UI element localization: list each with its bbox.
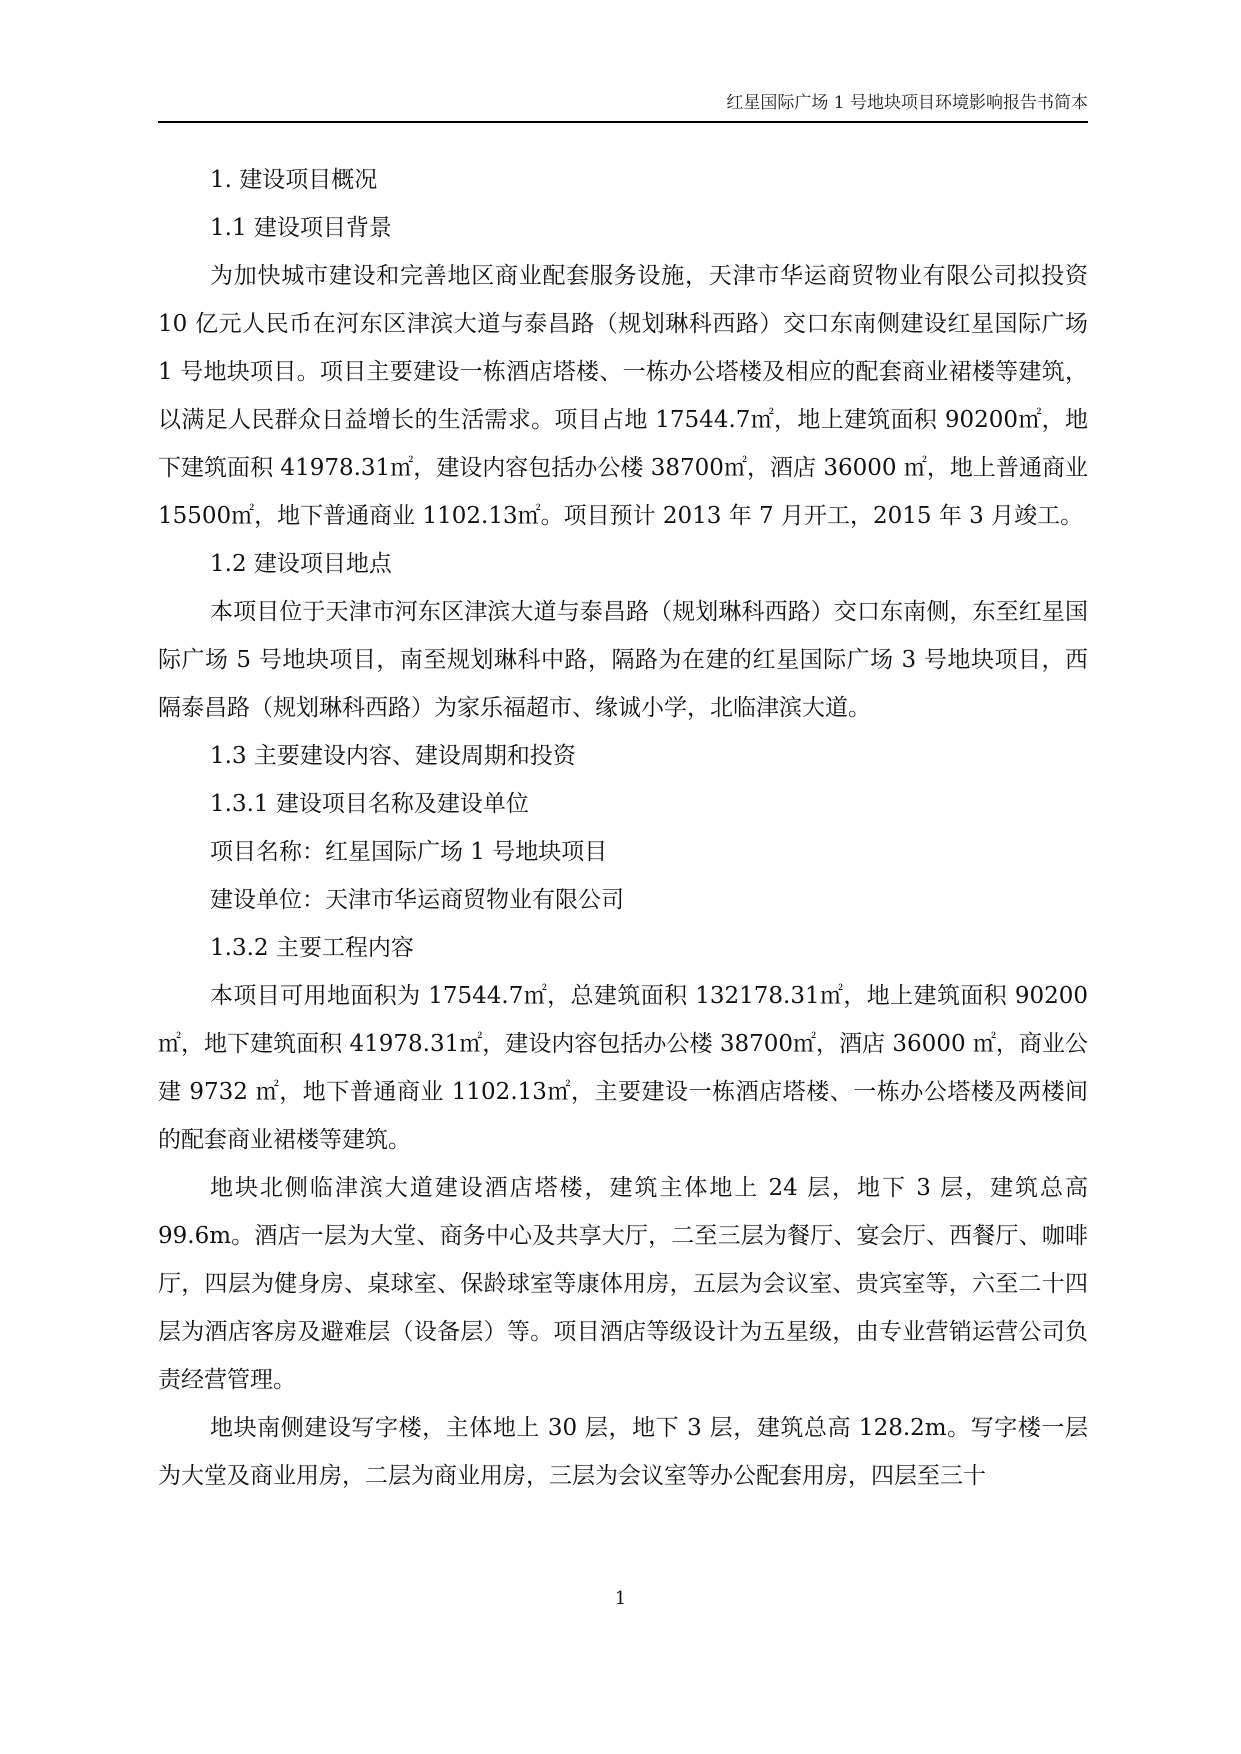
subsection-heading: 1.1 建设项目背景 xyxy=(210,215,392,241)
header-title: 红星国际广场 1 号地块项目环境影响报告书简本 xyxy=(726,93,1088,113)
document-body xyxy=(158,156,1088,1500)
construction-unit-line: 建设单位：天津市华运商贸物业有限公司 xyxy=(210,887,624,913)
project-name-line: 项目名称：红星国际广场 1 号地块项目 xyxy=(210,839,608,865)
subsection-heading: 1.3 主要建设内容、建设周期和投资 xyxy=(210,743,576,769)
paragraph: 本项目位于天津市河东区津滨大道与泰昌路（规划琳科西路）交口东南侧，东至红星国际广场 5 号地块项目，南至规划琳科中路，隔路为在建的红星国际广场 3 号地块项目，西隔泰昌路（规划琳科西路）为家乐福超市、缘诚小学，北临津滨大道。 xyxy=(158,599,1088,721)
paragraph: 为加快城市建设和完善地区商业配套服务设施，天津市华运商贸物业有限公司拟投资 10 亿元人民币在河东区津滨大道与泰昌路（规划琳科西路）交口东南侧建设红星国际广场 1 号地块项目。项目主要建设一栋酒店塔楼、一栋办公塔楼及相应的配套商业裙楼等建筑，以满足人民群众日益增长的生活需求。项目占地 17544.7㎡，地上建筑面积 90200㎡，地下建筑面积 41978.31㎡，建设内容包括办公楼 38700㎡，酒店 36000 ㎡，地上普通商业 15500㎡，地下普通商业 1102.13㎡。项目预计 2013 年 7 月开工，2015 年 3 月竣工。 xyxy=(158,263,1088,529)
subsection-heading: 1.2 建设项目地点 xyxy=(210,551,392,577)
paragraph: 地块南侧建设写字楼，主体地上 30 层，地下 3 层，建筑总高 128.2m。写字楼一层为大堂及商业用房，二层为商业用房，三层为会议室等办公配套用房，四层至三十 xyxy=(158,1415,1088,1489)
page-number: 1 xyxy=(614,1588,627,1609)
paragraph: 地块北侧临津滨大道建设酒店塔楼，建筑主体地上 24 层，地下 3 层，建筑总高 99.6m。酒店一层为大堂、商务中心及共享大厅，二至三层为餐厅、宴会厅、西餐厅、咖啡厅，四层为健身房、桌球室、保龄球室等康体用房，五层为会议室、贵宾室等，六至二十四层为酒店客房及避难层（设备层）等。项目酒店等级设计为五星级，由专业营销运营公司负责经营管理。 xyxy=(158,1175,1088,1393)
section-heading: 1. 建设项目概况 xyxy=(210,167,378,193)
subsection-heading: 1.3.2 主要工程内容 xyxy=(210,935,414,961)
page-header xyxy=(158,88,1088,123)
subsection-heading: 1.3.1 建设项目名称及建设单位 xyxy=(210,791,529,817)
paragraph: 本项目可用地面积为 17544.7㎡，总建筑面积 132178.31㎡，地上建筑面积 90200㎡，地下建筑面积 41978.31㎡，建设内容包括办公楼 38700㎡，酒店 36000 ㎡，商业公建 9732 ㎡，地下普通商业 1102.13㎡，主要建设一栋酒店塔楼、一栋办公塔楼及两楼间的配套商业裙楼等建筑。 xyxy=(158,983,1088,1153)
